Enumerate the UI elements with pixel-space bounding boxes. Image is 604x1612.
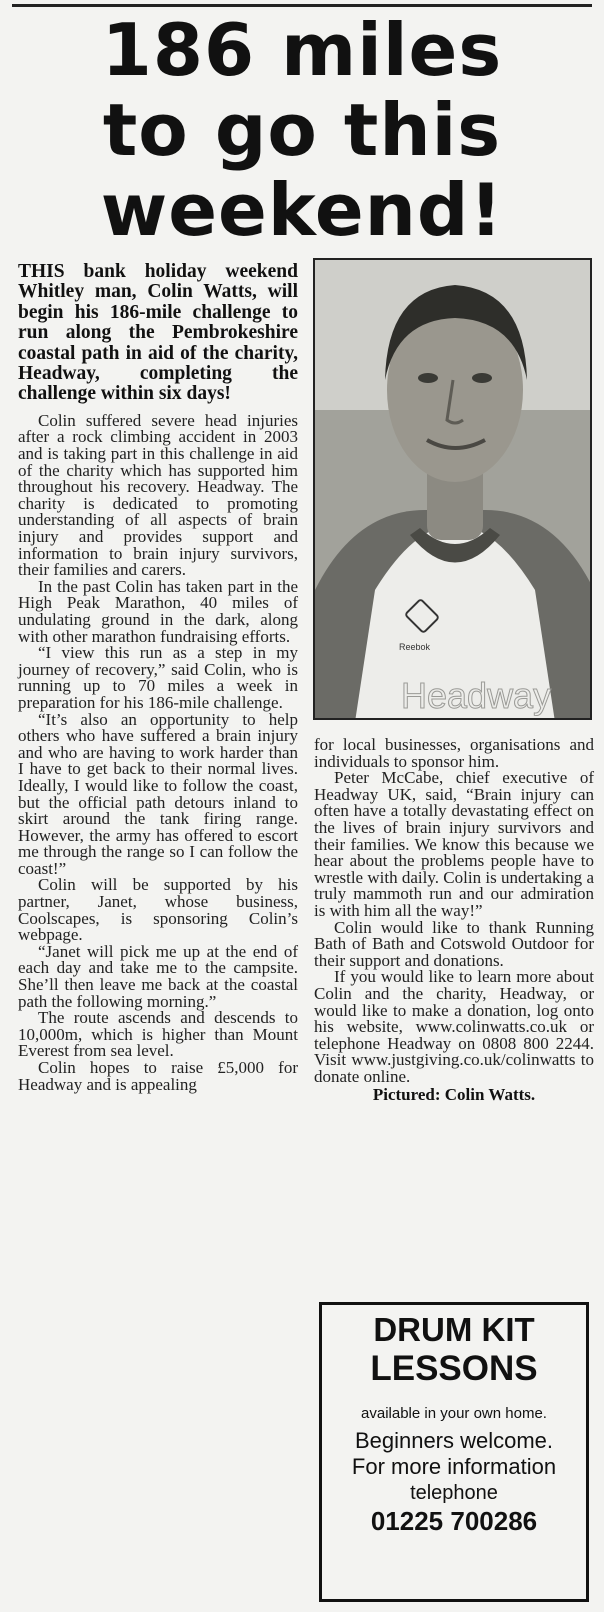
ad-phone-number: 01225 700286 <box>370 1506 538 1536</box>
article-lede: THIS bank holiday weekend Whitley man, Colin Watts, will begin his 186-mile challenge to run along the Pembrokeshire coastal path in aid of the charity, Headway, completing the challenge within six days! <box>18 261 298 405</box>
headline <box>12 10 592 250</box>
article-paragraph: for local businesses, organisations and individuals to sponsor him. <box>314 735 594 771</box>
article-paragraph: Peter McCabe, chief executive of Headway UK, said, “Brain injury can often have a totally devastating effect on the lives of brain injury survivors and their families. We know this because we hear about the problems people have to wrestle with daily. Colin is undertaking a truly mammoth run and our admiration is with him all the way!” <box>314 768 594 920</box>
article-paragraph: Colin would like to thank Running Bath of Bath and Cotswold Outdoor for their support and donations. <box>314 917 594 970</box>
article-paragraph: Colin will be supported by his partner, Janet, whose business, Coolscapes, is sponsoring Colin’s webpage. <box>18 875 298 945</box>
ad-telephone-label: telephone <box>410 1482 498 1504</box>
article-paragraph: If you would like to learn more about Colin and the charity, Headway, or would like to make a donation, log onto his website, www.colinwatts.co.uk or telephone Headway on 0808 800 2244. Visit www.justgiving.co.uk/colinwatts to donate online. <box>314 967 594 1086</box>
article-paragraph: Colin suffered severe head injuries after a rock climbing accident in 2003 and is taking part in this challenge in aid of the charity which has supported him throughout his recovery. Headway. The charity is dedicated to promoting understanding of all aspects of brain injury and provides support and information to brain injury survivors, their families and carers. <box>18 410 298 580</box>
headline-line-1: 186 miles <box>101 8 503 92</box>
shirt-headway-text: Headway <box>401 675 552 716</box>
headline-line-2: to go this <box>102 88 502 172</box>
ad-title-line-2: LESSONS <box>370 1349 538 1388</box>
ad-beginners: Beginners welcome. <box>354 1428 554 1453</box>
article-paragraph: “It’s also an opportunity to help others who have suffered a brain injury and who are having to work harder than I have to get back to their normal lives. Ideally, I would like to follow the coast, but the official path detours inland to skirt around the tank firing range. However, the army has offered to escort me through the range so I can follow the coast!” <box>18 709 298 878</box>
article-right-column <box>314 737 594 1104</box>
article-left-column <box>18 258 298 1093</box>
top-rule <box>12 4 592 7</box>
ad-more-info: For more information <box>351 1454 557 1479</box>
article-paragraph: The route ascends and descends to 10,000m, which is higher than Mount Everest from sea level. <box>18 1008 298 1061</box>
article-paragraph: In the past Colin has taken part in the High Peak Marathon, 40 miles of undulating ground in the dark, along with other marathon fundraising efforts. <box>18 576 298 646</box>
portrait-illustration <box>315 260 592 720</box>
photo-caption: Pictured: Colin Watts. <box>372 1085 536 1105</box>
shirt-logo-text: Reebok <box>399 642 431 652</box>
article-paragraph: Colin hopes to raise £5,000 for Headway and is appealing <box>18 1058 298 1094</box>
drum-kit-ad <box>319 1302 589 1602</box>
ad-availability: available in your own home. <box>361 1405 547 1422</box>
ad-title-line-1: DRUM KIT <box>373 1311 535 1348</box>
headline-line-3: weekend! <box>100 168 504 252</box>
article-paragraph: “I view this run as a step in my journey of recovery,” said Colin, who is running up to 70 miles a week in preparation for his 186-mile challenge. <box>18 643 298 712</box>
photo-colin-watts <box>313 258 592 720</box>
article-paragraph: “Janet will pick me up at the end of each day and take me to the campsite. She’ll then leave me back at the coastal path the following morning.” <box>18 941 298 1011</box>
